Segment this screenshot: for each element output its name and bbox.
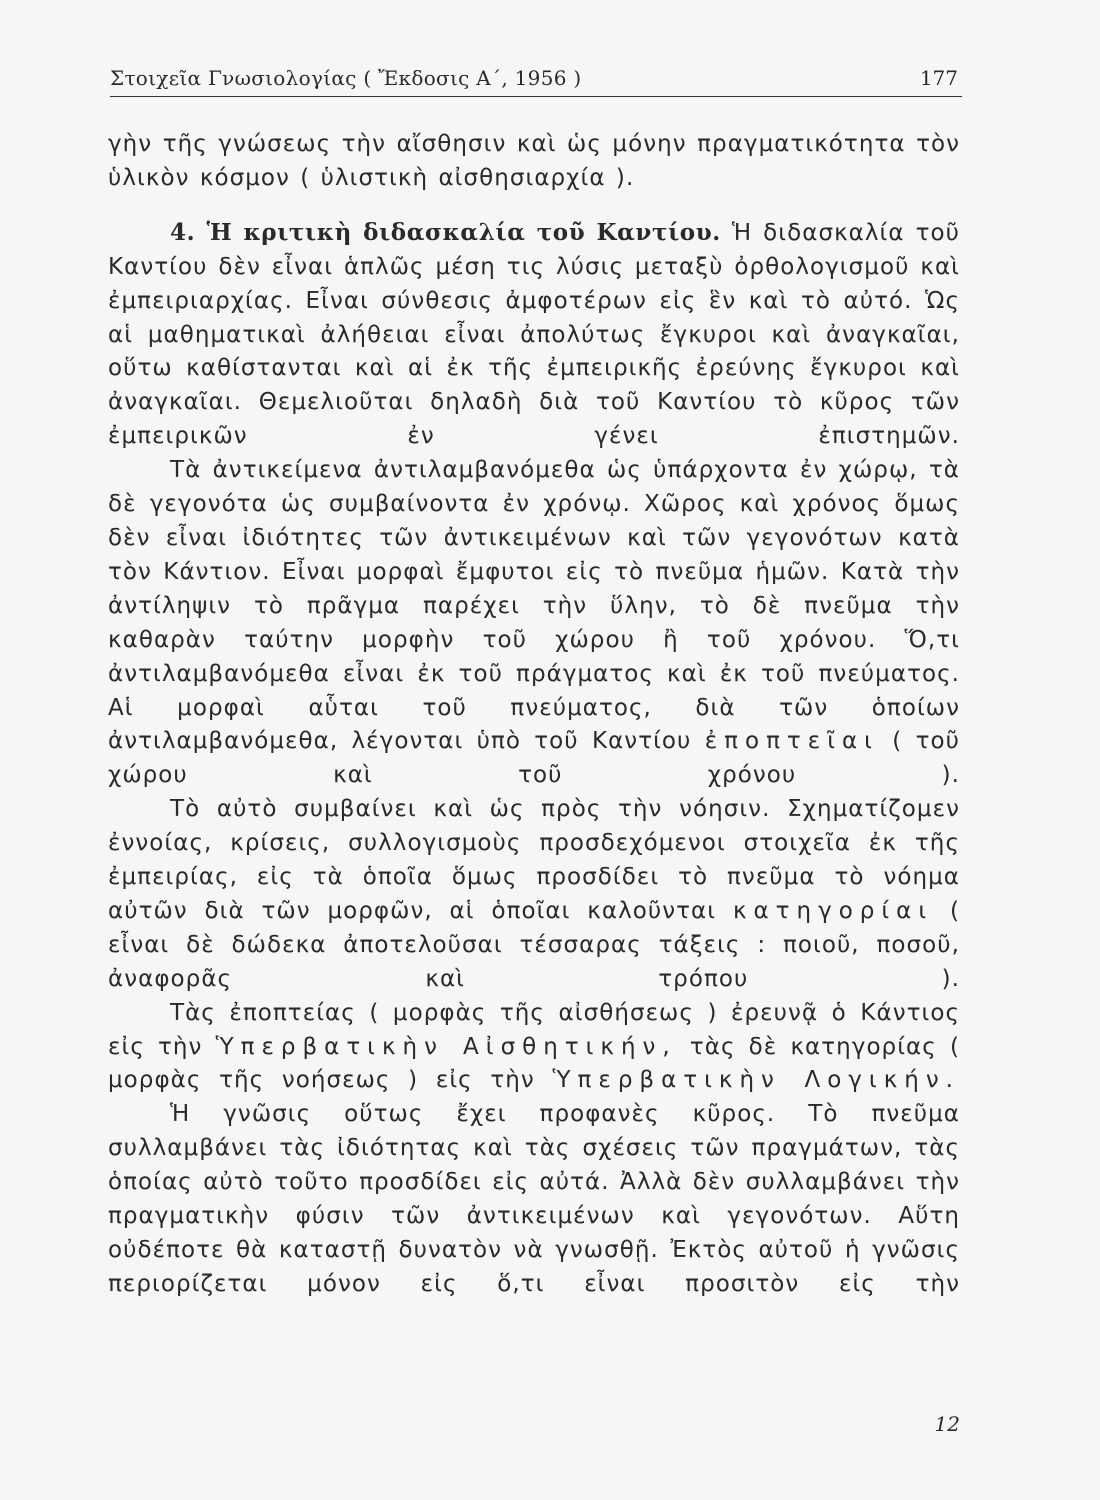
paragraph-knowledge — [108, 1098, 960, 1301]
paragraph-kant-doctrine — [108, 216, 960, 454]
emphasized-term: Ὑπερβατικὴν Αἰσθητικήν, — [215, 1033, 677, 1060]
section-heading: 4. Ἡ κριτικὴ διδασκαλία τοῦ Καντίου. — [170, 218, 721, 246]
running-title: Στοιχεῖα Γνωσιολογίας ( Ἔκδοσις Α΄, 1956 ) — [110, 66, 582, 90]
paragraph-intuitions — [108, 454, 960, 793]
paragraph-text: Τὸ αὐτὸ συμβαίνει καὶ ὡς πρὸς τὴν νόησιν. Σχηματίζομεν ἐννοίας, κρίσεις, συλλογισμοὺς προσδεχόμενοι στοιχεῖα ἐκ τῆς ἐμπειρίας, εἰς τὰ ὁποῖα ὅμως προσδίδει τὸ πνεῦμα τὸ νόημα αὐτῶν διὰ τῶν μορφῶν, αἱ ὁποῖαι καλοῦνται — [108, 796, 960, 924]
running-header — [110, 62, 962, 97]
signature-mark: 12 — [934, 1412, 960, 1436]
emphasized-term: Ὑπερβατικὴν Λογικήν. — [552, 1067, 960, 1094]
emphasized-term: ἐποπτεῖαι — [704, 728, 879, 755]
paragraph-categories — [108, 793, 960, 996]
paragraph-text: Τὰ ἀντικείμενα ἀντιλαμβανόμεθα ὡς ὑπάρχοντα ἐν χώρῳ, τὰ δὲ γεγονότα ὡς συμβαίνοντα ἐν χρόνῳ. Χῶρος καὶ χρόνος ὅμως δὲν εἶναι ἰδιότητες τῶν ἀντικειμένων καὶ τῶν γεγονότων κατὰ τὸν Κάντιον. Εἶναι μορφαὶ ἔμφυτοι εἰς τὸ πνεῦμα ἡμῶν. Κατὰ τὴν ἀντίληψιν τὸ πρᾶγμα παρέχει τὴν ὕλην, τὸ δὲ πνεῦμα τὴν καθαρὰν ταύτην μορφὴν τοῦ χώρου ἢ τοῦ χρόνου. Ὅ,τι ἀντιλαμβανόμεθα εἶναι ἐκ τοῦ πράγματος καὶ ἐκ τοῦ πνεύματος. Αἱ μορφαὶ αὗται τοῦ πνεύματος, διὰ τῶν ὁποίων ἀντιλαμβανόμεθα, λέγονται ὑπὸ τοῦ Καντίου — [108, 457, 960, 755]
page-number: 177 — [919, 66, 958, 90]
paragraph-text: τὰς δὲ κατηγορίας ( μορφὰς τῆς νοήσεως ) εἰς τὴν — [108, 1033, 960, 1094]
paragraph-text: Ἡ διδασκαλία τοῦ Καντίου δὲν εἶναι ἁπλῶς μέση τις λύσις μεταξὺ ὀρθολογισμοῦ καὶ ἐμπειριαρχίας. Εἶναι σύνθεσις ἀμφοτέρων εἰς ἓν καὶ τὸ αὐτό. Ὡς αἱ μαθηματικαὶ ἀλήθειαι εἶναι ἀπολύτως ἔγκυροι καὶ ἀναγκαῖαι, οὕτω καθίστανται καὶ αἱ ἐκ τῆς ἐμπειρικῆς ἐρεύνης ἔγκυροι καὶ ἀναγκαῖαι. Θεμελιοῦται δηλαδὴ διὰ τοῦ Καντίου τὸ κῦρος τῶν ἐμπειρικῶν ἐν γένει ἐπιστημῶν. — [108, 219, 960, 450]
page-body — [108, 128, 960, 1302]
paragraph-transcendental — [108, 997, 960, 1099]
emphasized-term: κατηγορίαι — [732, 897, 934, 924]
paragraph-text: γὴν τῆς γνώσεως τὴν αἴσθησιν καὶ ὡς μόνην πραγματικότητα τὸν ὑλικὸν κόσμον ( ὑλιστικὴ αἰσθησιαρχία ). — [108, 131, 960, 191]
paragraph-text: ( εἶναι δὲ δώδεκα ἀποτελοῦσαι τέσσαρας τάξεις : ποιοῦ, ποσοῦ, ἀναφορᾶς καὶ τρόπου ). — [108, 897, 960, 992]
paragraph-text: Ἡ γνῶσις οὕτως ἔχει προφανὲς κῦρος. Τὸ πνεῦμα συλλαμβάνει τὰς ἰδιότητας καὶ τὰς σχέσεις τῶν πραγμάτων, τὰς ὁποίας αὐτὸ τοῦτο προσδίδει εἰς αὐτά. Ἀλλὰ δὲν συλλαμβάνει τὴν πραγματικὴν φύσιν τῶν ἀντικειμένων καὶ γεγονότων. Αὕτη οὐδέποτε θὰ καταστῇ δυνατὸν νὰ γνωσθῇ. Ἐκτὸς αὐτοῦ ἡ γνῶσις περιορίζεται μόνον εἰς ὅ,τι εἶναι προσιτὸν εἰς τὴν — [108, 1101, 960, 1297]
paragraph-text: Τὰς ἐποπτείας ( μορφὰς τῆς αἰσθήσεως ) ἐρευνᾷ ὁ Κάντιος εἰς τὴν — [108, 999, 960, 1060]
paragraph-text: ( τοῦ χώρου καὶ τοῦ χρόνου ). — [108, 728, 960, 789]
paragraph-continuation — [108, 128, 960, 196]
